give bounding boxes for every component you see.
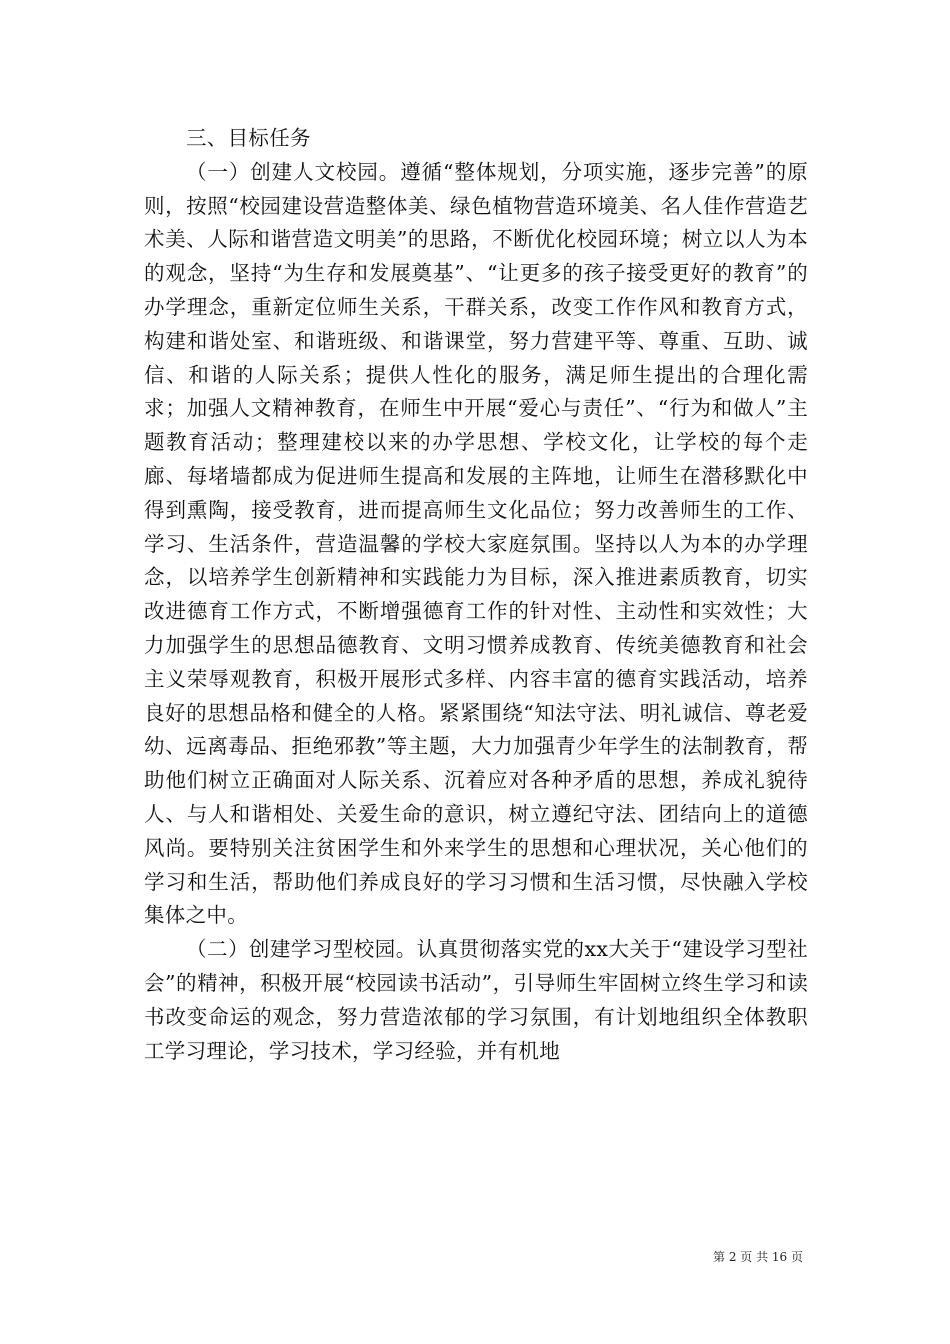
section-heading: 三、目标任务 [186, 126, 311, 150]
document-body [144, 122, 808, 1068]
paragraph-humanistic-campus: （一）创建人文校园。遵循“整体规划，分项实施，逐步完善”的原则，按照“校园建设营造整体美、绿色植物营造环境美、名人佳作营造艺术美、人际和谐营造文明美”的思路，不断优化校园环境；树立以人为本的观念，坚持“为生存和发展奠基”、“让更多的孩子接受更好的教育”的办学理念，重新定位师生关系，干群关系，改变工作作风和教育方式，构建和谐处室、和谐班级、和谐课堂，努力营建平等、尊重、互助、诚信、和谐的人际关系；提供人性化的服务，满足师生提出的合理化需求；加强人文精神教育，在师生中开展“爱心与责任”、“行为和做人”主题教育活动；整理建校以来的办学思想、学校文化，让学校的每个走廊、每堵墙都成为促进师生提高和发展的主阵地，让师生在潜移默化中得到熏陶，接受教育，进而提高师生文化品位；努力改善师生的工作、学习、生活条件，营造温馨的学校大家庭氛围。坚持以人为本的办学理念，以培养学生创新精神和实践能力为目标，深入推进素质教育，切实改进德育工作方式，不断增强德育工作的针对性、主动性和实效性；大力加强学生的思想品德教育、文明习惯养成教育、传统美德教育和社会主义荣辱观教育，积极开展形式多样、内容丰富的德育实践活动，培养良好的思想品格和健全的人格。紧紧围绕“知法守法、明礼诚信、尊老爱幼、远离毒品、拒绝邪教”等主题，大力加强青少年学生的法制教育，帮助他们树立正确面对人际关系、沉着应对各种矛盾的思想，养成礼貌待人、与人和谐相处、关爱生命的意识，树立遵纪守法、团结向上的道德风尚。要特别关注贫困学生和外来学生的思想和心理状况，关心他们的学习和生活，帮助他们养成良好的学习习惯和生活习惯，尽快融入学校集体之中。 [144, 159, 808, 928]
paragraph-learning-campus: （二）创建学习型校园。认真贯彻落实党的xx大关于“建设学习型社会”的精神，积极开展“校园读书活动”，引导师生牢固树立终生学习和读书改变命运的观念，努力营造浓郁的学习氛围，有计划地组织全体教职工学习理论，学习技术，学习经验，并有机地 [144, 937, 808, 1063]
page-number-footer: 第 2 页 共 16 页 [713, 1250, 803, 1264]
